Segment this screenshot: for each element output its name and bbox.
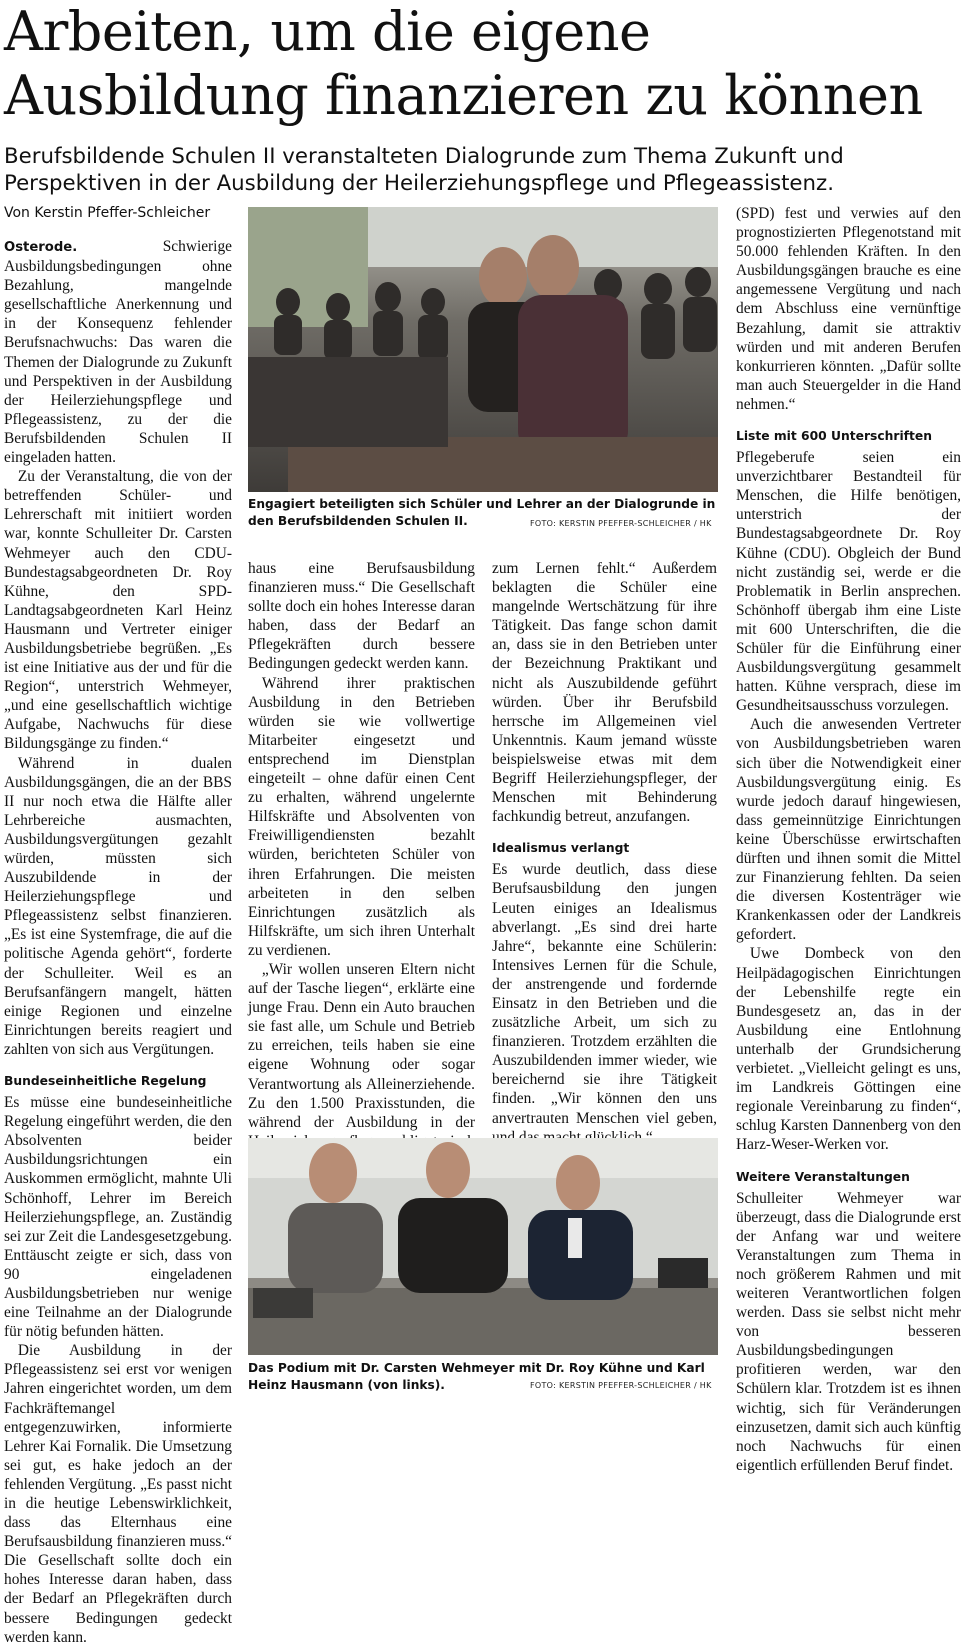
section-heading: Idealismus verlangt [492,841,630,856]
subheadline [4,143,964,197]
subheadline-line-1: Berufsbildende Schulen II veranstalteten Dialogrunde zum Thema Zukunft und [4,144,844,169]
article-column-4 [736,204,961,1475]
article-paragraph: (SPD) fest und verwies auf den prognostizierten Pflegenotstand mit 50.000 fehlenden Kräften. In den Ausbildungsgängen brauche es eine angemessene Vergütung und nach dem Abschluss eine vernünftige Bezahlung, damit sie attraktiv würden und mit anderen Berufen konkurrieren könnten. „Dafür sollte man auch Steuergelder in die Hand nehmen.“ [736,205,961,413]
headline [4,0,964,128]
photo-podium [248,1138,718,1355]
article-paragraph: „Wir wollen unseren Eltern nicht auf der Tasche liegen“, erklärte eine junge Frau. Denn ein Auto brauchen sie fast alle, um Schule und Betrieb zu erreichen, teils haben sie eine eigene Wohnung oder sogar Verantwortung als Alleinerziehende. Zu den 1.500 Praxisstunden, die während der Ausbildung in der [248,960,475,1131]
byline: Von Kerstin Pfeffer-Schleicher [4,205,211,221]
article-paragraph: haus eine Berufsausbildung finanzieren muss.“ Die Gesellschaft sollte doch ein hohes Interesse daran haben, dass der Bedarf an Pflegekräften durch bessere Bedingungen gedeckt werden kann. [248,560,475,673]
article-paragraph: Zu der Veranstaltung, die von der betreffenden Schüler- und Lehrerschaft mit initiiert worden war, konnte Schulleiter Dr. Carsten Wehmeyer auch den CDU-Bundestagsabgeordneten Dr. Roy Kühne, den SPD-Landtagsabgeordneten Karl Heinz Hausmann und Vertreter einiger Ausbildungsbetriebe begrüßen. „Es ist eine Initiative aus der und für die Region“, unterstrich Wehmeyer, „und eine gesellschaftlich wichtige Aufgabe, Nachwuchs für diese Bildungsgänge zu finden.“ [4,468,232,753]
section-heading: Bundeseinheitliche Regelung [4,1074,207,1089]
photo-audience-credit: FOTO: KERSTIN PFEFFER-SCHLEICHER / HK [530,519,712,528]
photo-audience [248,207,718,492]
article-paragraph: Auch die anwesenden Vertreter von Ausbildungsbetrieben waren sich über die Notwendigkeit einer Ausbildungsvergütung einig. Es wurde jedoch darauf hingewiesen, dass gemeinnützige Einrichtungen keine Überschüsse erwirtschaften dürften und ihnen somit die Mittel zur Finanzierung fehlten. Da seien die diversen Kostenträger wie Krankenkassen oder der Landkreis gefordert. [736,716,961,944]
article-paragraph: Es wurde deutlich, dass diese Berufsausbildung den jungen Leuten einiges an Idealismus abverlangt. „Es sind drei harte Jahre“, bekannte eine Schülerin: Intensives Lernen für die Schule, der anstrengende und fordernde Einsatz in den Betrieben und die zusätzliche Arbeit, um sich zu finanzieren. Trotzdem erzählten die Auszubildenden immer wieder, wie bereichernd sie ihre Tätigkeit finden. „Wir können den uns anvertrauten Menschen viel geben, [492,861,717,1127]
article-paragraph: Schulleiter Wehmeyer war überzeugt, dass die Dialogrunde erst der Anfang war und weitere Veranstaltungen zum Thema in noch größerem Rahmen und mit weiteren Verantwortlichen folgen werden. Dass sie selbst nicht mehr von besseren Ausbildungsbedingungen profitieren werden, war den Schülern klar. Trotzdem ist es ihnen wichtig, sich für Veränderungen einzusetzen, damit sich auch künftig noch Nachwuchs für einen eigentlich erfüllenden Beruf findet. [736,1189,961,1474]
article-paragraph [4,237,232,467]
article-column-1 [4,237,232,1647]
article-paragraph: Während in dualen Ausbildungsgängen, die an der BBS II nur noch etwa die Hälfte aller Lehrbereiche ausmachten, Ausbildungsvergütungen gezahlt würden, müssten sich Auszubildende in der Heilerziehungspflege und Pflegeassistenz selbst finanzieren. „Es ist eine Systemfrage, die auf die politische Agenda gehört“, forderte der Schulleiter. Weil es an Berufsanfängern mangelt, hätten einige Regionen und einzelne Einrichtungen bereits reagiert und zahlten von sich aus Vergütungen. [4,754,232,1058]
article-paragraph: Während ihrer praktischen Ausbildung in den Betrieben würden sie wie vollwertige Mitarbeiter eingesetzt und entsprechend im Dienstplan eingeteilt – ohne dafür einen Cent zu erhalten, während ungelernte Hilfskräfte und Absolventen von Freiwilligendiensten bezahlt würden, berichteten Schüler von ihren Erfahrungen. Die meisten arbeiteten in den selben Einrichtungen zusätzlich als Hilfskräfte, um sich ihren Unterhalt zu verdienen. [248,674,475,959]
article-paragraph: Die Ausbildung in der Pflegeassistenz sei erst vor wenigen Jahren eingerichtet worden, um dem Fachkräftemangel entgegenzuwirken, informierte Lehrer Kai Fornalik. Die Umsetzung sei gut, es hake jedoch an der fehlenden Vergütung. „Es passt nicht in die heutige Lebenswirklichkeit, dass das Elternhaus eine Berufsausbildung finanzieren muss.“ Die Gesellschaft sollte doch ein hohes Interesse daran haben, dass der Bedarf an Pflegekräften durch bessere Bedingungen gedeckt werden kann. [4,1342,232,1646]
section-heading: Liste mit 600 Unterschriften [736,429,932,444]
subheadline-line-2: Perspektiven in der Ausbildung der Heilerziehungspflege und Pflegeassistenz. [4,171,834,196]
photo-audience-caption-text: Engagiert beteiligten sich Schüler und Lehrer an der Dialogrunde in den Berufsbildenden Schulen II. [248,497,716,528]
article-column-2 [248,559,475,1227]
article-paragraph: Es müsse eine bundeseinheitliche Regelung eingeführt werden, die den Absolventen beider Ausbildungsrichtungen ein Auskommen ermöglicht, mahnte Uli Schönhoff, Lehrer im Bereich Heilerziehungspflege, an. Zuständig sei zur Zeit die Landesgesetzgebung. Enttäuscht zeigte er sich, dass von 90 eingeladenen Ausbildungsbetrieben nur wenige eine Teilnahme an der Dialogrunde für nötig befunden hätten. [4,1094,232,1341]
section-heading: Weitere Veranstaltungen [736,1169,910,1184]
article-paragraph: zum Lernen fehlt.“ Außerdem beklagten die Schüler eine mangelnde Wertschätzung für ihre Tätigkeit. Das fange schon damit an, dass sie in den Betrieben unter der Bezeichnung Praktikant und nicht als Auszubildende geführt würden. Über ihr Berufsbild herrsche im Allgemeinen viel Unkenntnis. Kaum jemand wüsste beispielsweise etwas mit dem Begriff Heilerziehungspfleger, der Menschen mit Behinderung fachkundig betreut, anzufangen. [492,560,717,826]
article-paragraph: Pflegeberufe seien ein unverzichtbarer Bestandteil für Menschen, die Hilfe benötigen, unterstrich der Bundestagsabgeordnete Dr. Roy Kühne (CDU). Obgleich der Bund nicht zuständig sei, werde er die Problematik in Berlin ansprechen. Schönhoff übergab ihm eine Liste mit 600 Unterschriften, die die Schüler für die Einführung einer Ausbildungsvergütung gesammelt hatten. Kühne versprach, diese im Gesundheitsausschuss vorzulegen. [736,449,961,715]
photo-podium-caption-text: Das Podium mit Dr. Carsten Wehmeyer mit Dr. Roy Kühne und Karl Heinz Hausmann (von links). [248,1361,705,1392]
headline-line-2: Ausbildung finanzieren zu können [4,64,923,127]
article-paragraph: Uwe Dombeck von den Heilpädagogischen Einrichtungen der Lebenshilfe regte ein Bundesgesetz an, das in der Ausbildung eine Entlohnung unterhalb der Grundsicherung verbietet. „Vielleicht gelingt es uns, im Landkreis Göttingen eine regionale Vereinbarung zu finden“, schlug Karsten Dannenberg von den Harz-Weser-Werken vor. [736,945,961,1154]
article-text: Schwierige Ausbildungsbedingungen ohne Bezahlung, mangelnde gesellschaftliche Anerkennung und in der Konsequenz fehlender Berufsnachwuchs: Das waren die Themen der Dialogrunde zu Zukunft und Perspektiven in der Ausbildung der Heilerziehungspflege und Pflegeassistenz, zu der die Berufsbildenden Schulen II eingeladen hatten. [4,238,232,467]
dateline: Osterode. [4,240,78,255]
headline-line-1: Arbeiten, um die eigene [4,0,651,63]
photo-podium-credit: FOTO: KERSTIN PFEFFER-SCHLEICHER / HK [530,1381,712,1390]
